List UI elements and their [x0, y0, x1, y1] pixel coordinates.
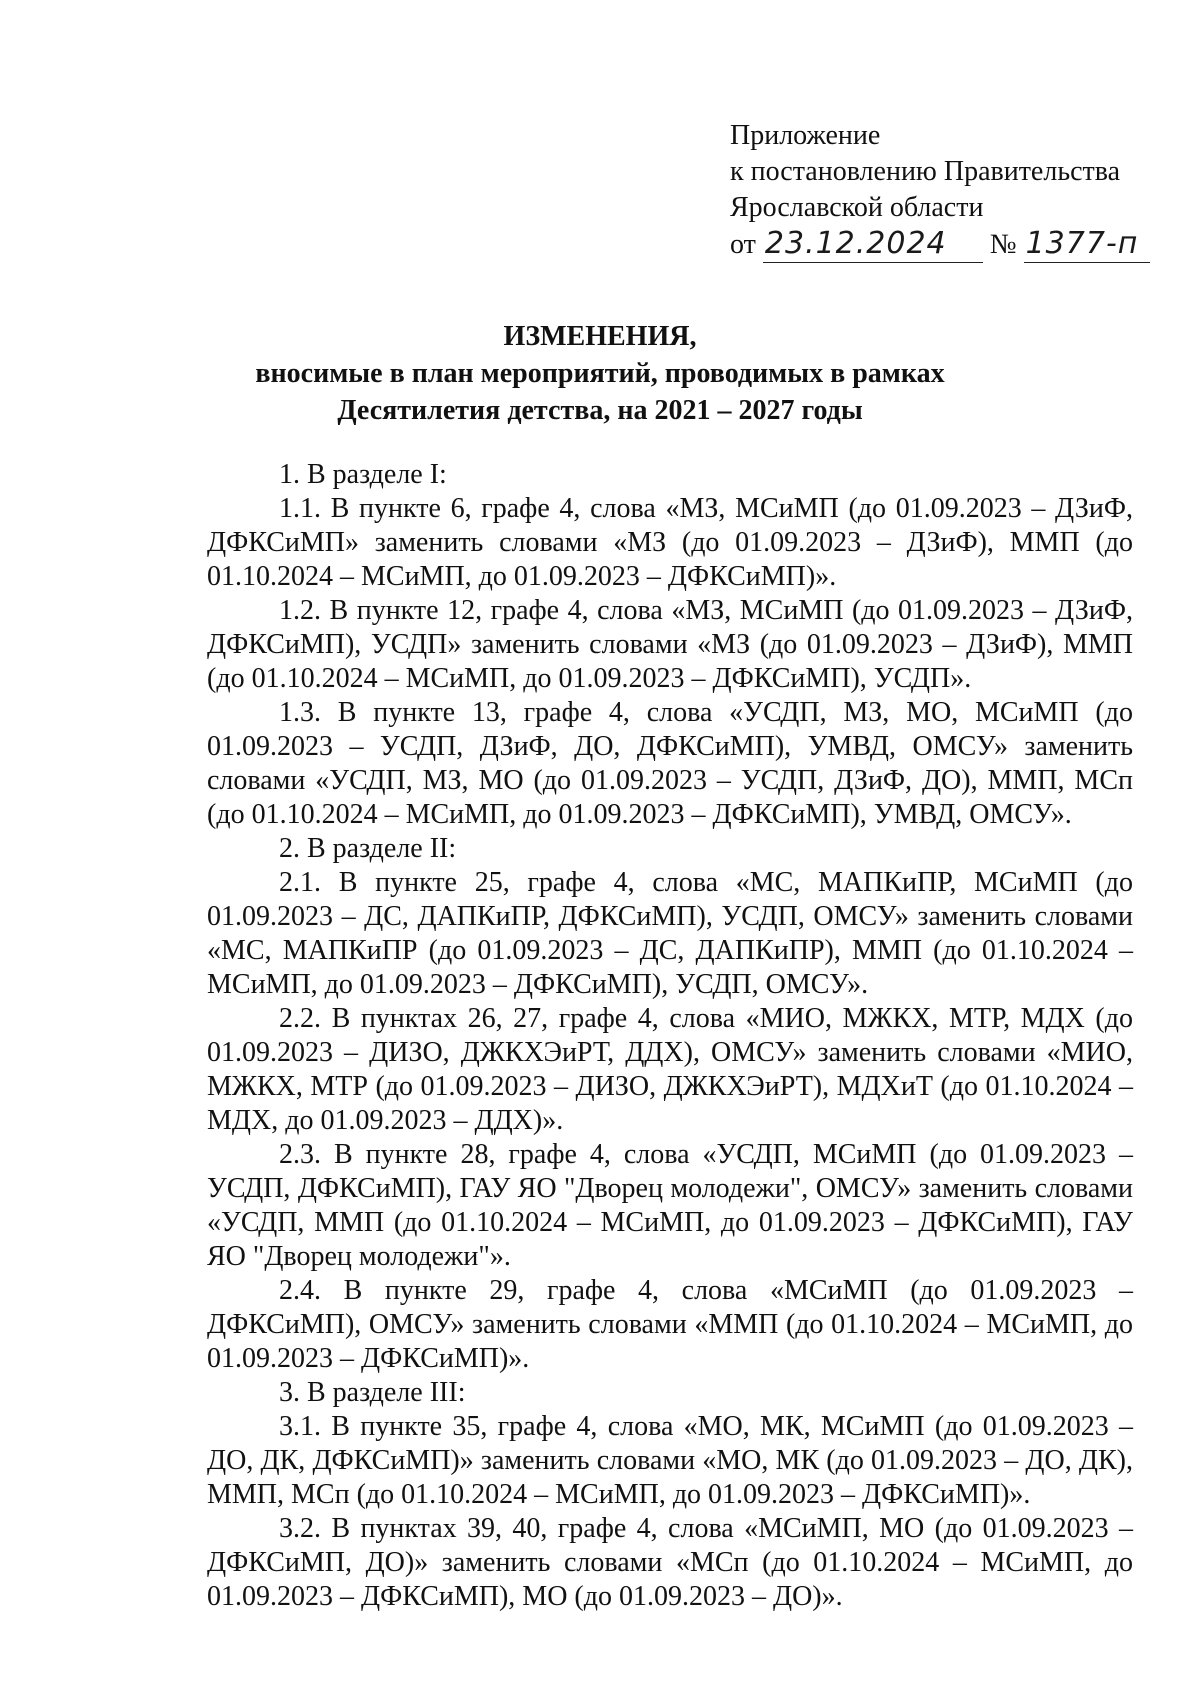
number-label: № — [989, 229, 1017, 260]
section-2-heading: 2. В разделе II: — [279, 833, 457, 864]
paragraph-2-3: 2.3. В пункте 28, графе 4, слова «УСДП, МСиМП (до 01.09.2023 – УСДП, ДФКСиМП), ГАУ ЯО "Дворец молодежи", ОМСУ» заменить словами «УСДП, ММП (до 01.10.2024 – МСиМП, до 01.09.2023 – ДФКСиМП), ГАУ ЯО "Дворец молодежи"». — [207, 1139, 1133, 1272]
section-3-heading: 3. В разделе III: — [279, 1377, 466, 1408]
appendix-block — [730, 118, 1150, 263]
appendix-resolution-line: к постановлению Правительства — [730, 156, 1121, 187]
title-heading: ИЗМЕНЕНИЯ, — [503, 321, 697, 352]
title-subtitle-2: Десятилетия детства, на 2021 – 2027 годы — [337, 395, 863, 426]
paragraph-3-2: 3.2. В пунктах 39, 40, графе 4, слова «МСиМП, МО (до 01.09.2023 – ДФКСиМП, ДО)» заменить словами «МСп (до 01.10.2024 – МСиМП, до 01.09.2023 – ДФКСиМП), МО (до 01.09.2023 – ДО)». — [207, 1513, 1133, 1612]
paragraph-3-1: 3.1. В пункте 35, графе 4, слова «МО, МК, МСиМП (до 01.09.2023 – ДО, ДК, ДФКСиМП)» заменить словами «МО, МК (до 01.09.2023 – ДО, ДК), ММП, МСп (до 01.10.2024 – МСиМП, до 01.09.2023 – ДФКСиМП)». — [207, 1411, 1133, 1510]
document-body — [207, 458, 1133, 1614]
paragraph-2-1: 2.1. В пункте 25, графе 4, слова «МС, МАПКиПР, МСиМП (до 01.09.2023 – ДС, ДАПКиПР, ДФКСиМП), УСДП, ОМСУ» заменить словами «МС, МАПКиПР (до 01.09.2023 – ДС, ДАПКиПР), ММП (до 01.10.2024 – МСиМП, до 01.09.2023 – ДФКСиМП), УСДП, ОМСУ». — [207, 867, 1133, 1000]
appendix-region-line: Ярославской области — [730, 192, 984, 223]
from-label: от — [730, 229, 756, 260]
paragraph-2-4: 2.4. В пункте 29, графе 4, слова «МСиМП (до 01.09.2023 – ДФКСиМП), ОМСУ» заменить словами «ММП (до 01.10.2024 – МСиМП, до 01.09.2023 – ДФКСиМП)». — [207, 1275, 1133, 1374]
appendix-date-number-line — [730, 226, 1150, 263]
section-1-heading: 1. В разделе I: — [279, 459, 447, 490]
appendix-heading: Приложение — [730, 120, 881, 151]
paragraph-1-2: 1.2. В пункте 12, графе 4, слова «МЗ, МСиМП (до 01.09.2023 – ДЗиФ, ДФКСиМП), УСДП» заменить словами «МЗ (до 01.09.2023 – ДЗиФ), ММП (до 01.10.2024 – МСиМП, до 01.09.2023 – ДФКСиМП), УСДП». — [207, 595, 1133, 694]
handwritten-number: 1377-п — [1024, 226, 1150, 263]
document-title — [200, 318, 1000, 429]
title-subtitle-1: вносимые в план мероприятий, проводимых в рамках — [255, 358, 945, 389]
paragraph-1-3: 1.3. В пункте 13, графе 4, слова «УСДП, МЗ, МО, МСиМП (до 01.09.2023 – УСДП, ДЗиФ, ДО, ДФКСиМП), УМВД, ОМСУ» заменить словами «УСДП, МЗ, МО (до 01.09.2023 – УСДП, ДЗиФ, ДО), ММП, МСп (до 01.10.2024 – МСиМП, до 01.09.2023 – ДФКСиМП), УМВД, ОМСУ». — [207, 697, 1133, 830]
paragraph-1-1: 1.1. В пункте 6, графе 4, слова «МЗ, МСиМП (до 01.09.2023 – ДЗиФ, ДФКСиМП» заменить словами «МЗ (до 01.09.2023 – ДЗиФ), ММП (до 01.10.2024 – МСиМП, до 01.09.2023 – ДФКСиМП)». — [207, 493, 1133, 592]
handwritten-date: 23.12.2024 — [763, 226, 983, 263]
paragraph-2-2: 2.2. В пунктах 26, 27, графе 4, слова «МИО, МЖКХ, МТР, МДХ (до 01.09.2023 – ДИЗО, ДЖКХЭиРТ, ДДХ), ОМСУ» заменить словами «МИО, МЖКХ, МТР (до 01.09.2023 – ДИЗО, ДЖКХЭиРТ), МДХиТ (до 01.10.2024 – МДХ, до 01.09.2023 – ДДХ)». — [207, 1003, 1133, 1136]
